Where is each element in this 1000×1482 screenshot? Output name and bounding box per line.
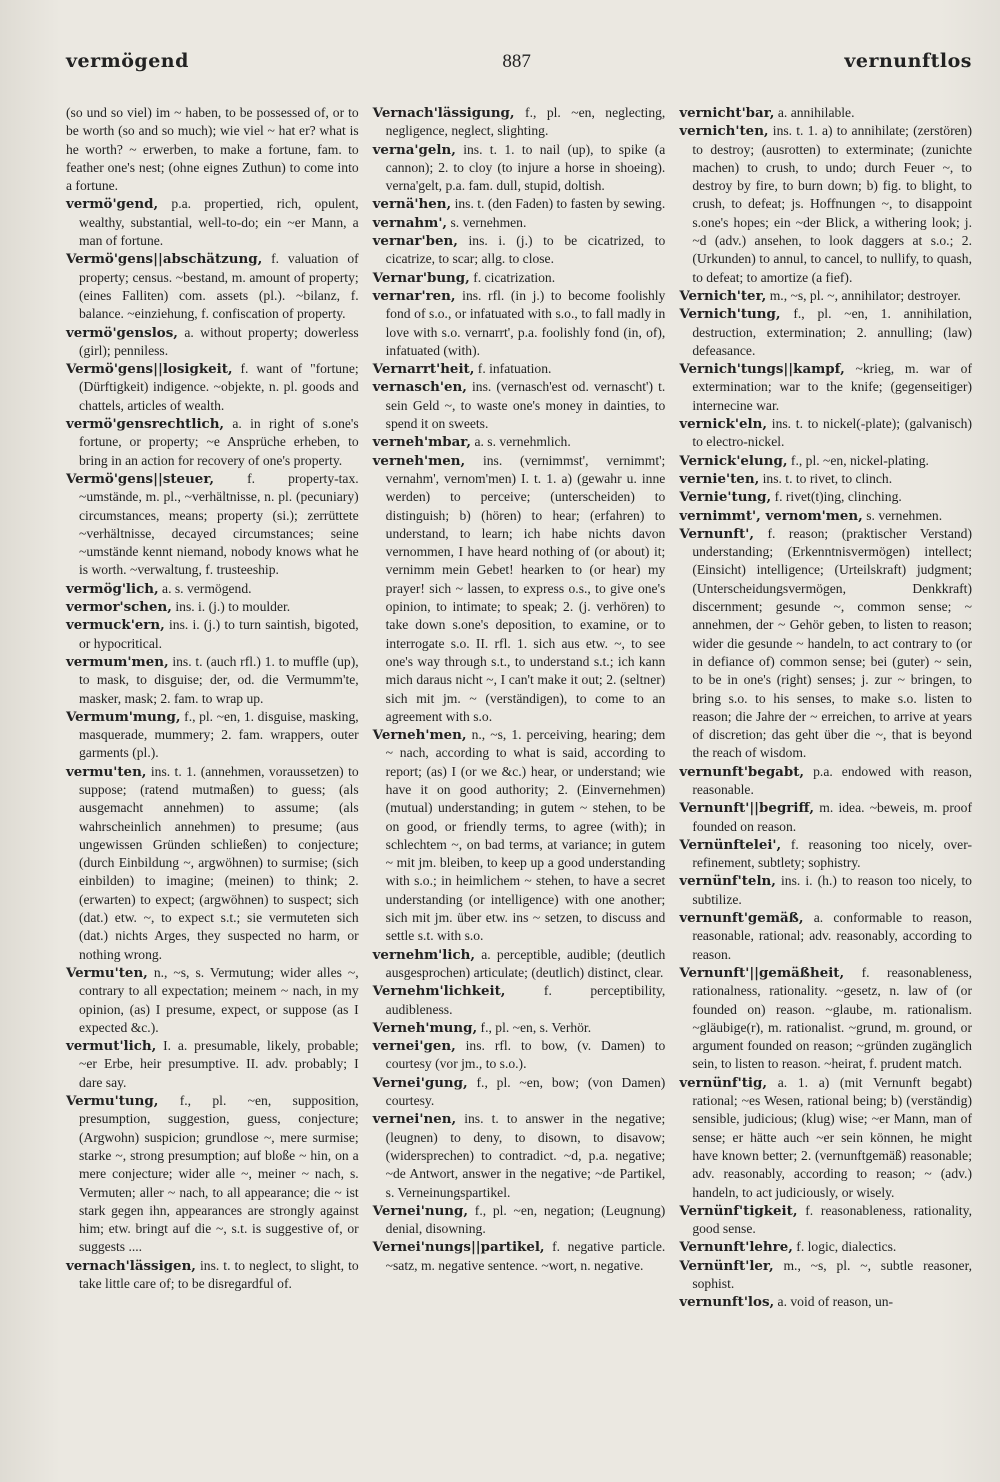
- entry-definition: ins. i. (j.) to turn saintish, bigoted, or hypocritical.: [79, 617, 359, 651]
- headword: vermum'men,: [66, 653, 169, 670]
- entry-definition: a. 1. a) (mit Vernunft begabt) rational; ~es Wesen, rational being; b) (verständig) sensible, judicious; (klug) wise; ~er Mann, man of sense; er hätte auch ~er sein können, he might have known better; 2. (vernunftgemäß) reasonable; adv. reasonably, according to reason; ~ (adv.) handeln, to act judiciously, or wisely.: [692, 1074, 972, 1200]
- dictionary-entry: [66, 1257, 359, 1294]
- headword: Vernick'elung,: [679, 452, 788, 469]
- dictionary-entry: [373, 1074, 666, 1111]
- headword: Vermum'mung,: [66, 708, 181, 725]
- headword: Vermö'gens||abschätzung,: [66, 251, 263, 268]
- page-header: [66, 50, 972, 92]
- entry-definition: ins. t. to nickel(-plate); (galvanisch) to electro-nickel.: [692, 416, 972, 450]
- headword: Vernich'ter,: [679, 287, 767, 304]
- dictionary-entry: [679, 799, 972, 836]
- dictionary-entry: [66, 708, 359, 763]
- headword: Vernunft'||gemäßheit,: [679, 964, 845, 981]
- dictionary-entry: [679, 507, 972, 525]
- entry-definition: (so und so viel) im ~ haben, to be possessed of, or to be worth (so and so much); wie viel ~ hat er? what is he worth? ~ erwerben, to make a fortune, fam. to feather one's nest; (ohne eignes Zuthun) to come into a fortune.: [66, 105, 359, 194]
- headword: Vernar'bung,: [372, 269, 470, 286]
- dictionary-entry: [679, 488, 972, 506]
- dictionary-entry: [373, 360, 666, 378]
- dictionary-entry: [66, 1037, 359, 1092]
- dictionary-entry: [679, 1074, 972, 1202]
- headword: vernasch'en,: [372, 379, 467, 396]
- dictionary-entry: [373, 452, 666, 726]
- dictionary-entry: [679, 836, 972, 873]
- headword: Vermu'tung,: [66, 1093, 159, 1110]
- entry-definition: ~krieg, m. war of extermination; war to the knife; (gegenseitiger) internecine war.: [692, 361, 972, 413]
- entry-definition: f. logic, dialectics.: [792, 1239, 897, 1255]
- entry-definition: n., ~s, s. Vermutung; wider alles ~, contrary to all expectation; meinem ~ nach, in my opinion, (as) I presume, expect, or suppose (as I expected &c.).: [79, 964, 359, 1035]
- column-middle: [373, 104, 666, 1312]
- dictionary-entry: [66, 653, 359, 708]
- headword: vermuck'ern,: [66, 617, 165, 634]
- column-left: [66, 104, 359, 1312]
- headword: vernie'ten,: [679, 470, 760, 487]
- headword: Vernünf'tigkeit,: [679, 1202, 798, 1219]
- headword: Vernei'gung,: [372, 1074, 468, 1091]
- dictionary-entry: [66, 104, 359, 195]
- headword: vernunft'begabt,: [679, 763, 805, 780]
- entry-definition: a. in right of s.one's fortune, or property; ~e Ansprüche erheben, to bring in an action for recovery of one's property.: [79, 416, 359, 468]
- dictionary-entry: [66, 616, 359, 653]
- entry-definition: f., pl. ~en, neglecting, negligence, neglect, slighting.: [385, 105, 666, 139]
- entry-definition: f., pl. ~en, s. Verhör.: [477, 1019, 592, 1035]
- dictionary-entry: [373, 104, 666, 141]
- entry-definition: s. vernehmen.: [862, 507, 943, 523]
- headword: Vernunft',: [679, 525, 754, 542]
- dictionary-entry: [679, 122, 972, 287]
- headword: Vernach'lässigung,: [372, 105, 515, 121]
- headword: vermu'ten,: [66, 763, 147, 780]
- headword: vernach'lässigen,: [66, 1257, 196, 1274]
- headword: Vernünft'ler,: [679, 1257, 774, 1274]
- entry-definition: f. reasoning too nicely, over-refinement, subtlety; sophistry.: [692, 836, 972, 871]
- dictionary-entry: [679, 287, 972, 305]
- headword: Vernich'tung,: [679, 306, 781, 323]
- entry-definition: ins. rfl. to bow, (v. Damen) to courtesy (vor jm., to s.o.).: [385, 1038, 666, 1072]
- entry-definition: f. valuation of property; census. ~bestand, m. amount of property; (eines Falliten) com. assets (pl.). ~bilanz, f. balance. ~einziehung, f. confiscation of property.: [79, 251, 359, 322]
- headword: vernünf'tig,: [679, 1074, 768, 1091]
- entry-definition: f., pl. ~en, 1. annihilation, destruction, extermination; 2. annulling; (law) defeasance.: [692, 306, 972, 358]
- headword: Vernarrt'heit,: [372, 361, 475, 378]
- headword: Vernehm'lichkeit,: [372, 983, 506, 1000]
- dictionary-entry: [373, 1019, 666, 1037]
- headword: vernunft'gemäß,: [679, 910, 804, 927]
- entry-definition: a. s. vermögend.: [158, 580, 252, 596]
- dictionary-entry: [66, 360, 359, 415]
- headword: vermög'lich,: [66, 580, 159, 597]
- headword: vermö'gensrechtlich,: [66, 416, 225, 433]
- dictionary-entry: [66, 1092, 359, 1257]
- entry-definition: f. rivet(t)ing, clinching.: [771, 489, 902, 505]
- headword: vernei'nen,: [372, 1111, 457, 1128]
- headword: vernünf'teln,: [679, 873, 776, 890]
- entry-definition: m., ~s, pl. ~, annihilator; destroyer.: [766, 287, 961, 303]
- entry-definition: f. perceptibility, audibleness.: [385, 983, 666, 1017]
- dictionary-entry: [66, 964, 359, 1037]
- entry-definition: f., pl. ~en, supposition, presumption, suggestion, guess, conjecture; (Argwohn) suspicion; grundlose ~, mere surmise; starke ~, strong presumption; auf bloße ~ hin, on a mere conjecture; wider alle ~, meiner ~ nach, s. Vermuten; aller ~ nach, to all appearance; die ~ ist stark gegen ihn, appearances are strongly against him; etw. bringt auf die ~, s.t. is suggestive of, or suggests ....: [79, 1093, 359, 1255]
- entry-definition: f. negative particle. ~satz, m. negative sentence. ~wort, n. negative.: [385, 1239, 666, 1273]
- entry-definition: a. s. vernehmlich.: [471, 434, 571, 450]
- headword: vermor'schen,: [66, 599, 172, 616]
- dictionary-entry: [66, 415, 359, 470]
- dictionary-entry: [373, 214, 666, 232]
- dictionary-entry: [373, 269, 666, 287]
- dictionary-entry: [66, 250, 359, 323]
- entry-definition: ins. t. to answer in the negative; (leugnen) to deny, to disown, to disavow; (widersprechen) to contradict. ~d, p.a. negative; ~de Antwort, answer in the negative; ~de Partikel, s. Verneinungspartikel.: [385, 1111, 666, 1200]
- entry-definition: ins. t. to rivet, to clinch.: [759, 470, 893, 486]
- entry-columns: [66, 104, 972, 1312]
- entry-definition: f. property-tax. ~umstände, m. pl., ~verhältnisse, n. pl. (pecuniary) circumstances, means; property (si.); zerrüttete ~verhältnisse, decayed circumstances; seine ~umstände kennt niemand, nobody knows what he is worth. ~verwaltung, f. trusteeship.: [79, 470, 359, 578]
- entry-definition: m., ~s, pl. ~, subtle reasoner, sophist.: [692, 1257, 972, 1291]
- headword: Vernunft'lehre,: [679, 1239, 793, 1256]
- headword: vernei'gen,: [372, 1038, 456, 1055]
- dictionary-entry: [679, 360, 972, 415]
- entry-definition: a. perceptible, audible; (deutlich ausgesprochen) articulate; (deutlich) distinct, clear.: [385, 946, 666, 980]
- headword: Vermu'ten,: [66, 964, 148, 981]
- entry-definition: a. conformable to reason, reasonable, rational; adv. reasonably, according to reason.: [692, 910, 972, 962]
- entry-definition: f. reason; (praktischer Verstand) understanding; (Erkenntnisvermögen) intellect; (Einsicht) intelligence; (Urteilskraft) judgment; (Unterscheidungsvermögen, Denkkraft) discernment; gesunde ~, common sense; ~ annehmen, der ~ Gehör geben, to listen to reason; wider die gesunde ~ handeln, to act contrary to (or in defiance of) common sense; bei (guter) ~ sein, to be in one's (right) senses; j. zur ~ bringen, to bring s.o. to his senses, to make s.o. listen to reason; die Jahre der ~ erreichen, to arrive at years of discretion; das geht über die ~, that is beyond the reach of wisdom.: [692, 525, 972, 761]
- entry-definition: ins. i. (h.) to reason too nicely, to subtilize.: [692, 873, 972, 907]
- entry-definition: f., pl. ~en, 1. disguise, masking, masquerade, mummery; 2. fam. wrappers, outer garments (pl.).: [79, 708, 359, 761]
- dictionary-entry: [373, 1037, 666, 1074]
- headword: Vernunft'||begriff,: [679, 800, 815, 817]
- entry-definition: f. reasonableness, rationality, good sense.: [692, 1202, 972, 1237]
- entry-definition: a. void of reason, un-: [774, 1294, 894, 1310]
- dictionary-entry: [66, 470, 359, 580]
- entry-definition: f. cicatrization.: [469, 269, 556, 285]
- dictionary-entry: [679, 964, 972, 1074]
- dictionary-entry: [66, 195, 359, 250]
- dictionary-entry: [66, 580, 359, 598]
- entry-definition: ins. t. (den Faden) to fasten by sewing.: [451, 196, 666, 212]
- entry-definition: ins. t. 1. a) to annihilate; (zerstören) to destroy; (ausrotten) to exterminate; (zunichte machen) to crush, to undo; durch Feuer ~, to destroy by fire, to burn down; b) fig. to blight, to crush, to defeat; js. Hoffnungen ~, to disappoint s.one's hopes; ein ~der Blick, a withering look; j. ~d (adv.) ansehen, to look daggers at s.o.; 2. (Urkunden) to annul, to cancel, to nullify, to quash, to defeat; to amortize (a fief).: [692, 123, 972, 285]
- dictionary-entry: [373, 726, 666, 946]
- entry-definition: ins. i. (j.) to moulder.: [171, 599, 291, 615]
- dictionary-entry: [66, 598, 359, 616]
- dictionary-entry: [679, 763, 972, 800]
- headword: vernahm',: [372, 214, 448, 231]
- dictionary-entry: [373, 1238, 666, 1275]
- page-number: 887: [502, 51, 531, 72]
- headword: Vernei'nung,: [372, 1202, 469, 1219]
- entry-definition: f., pl. ~en, negation; (Leugnung) denial, disowning.: [385, 1202, 666, 1237]
- running-head-right: vernunftlos: [844, 50, 972, 72]
- entry-definition: ins. (vernimmst', vernimmt'; vernahm', vernom'men) I. t. 1. a) (gewahr u. inne werden) to perceive; (unterscheiden) to distinguish; b) (hören) to hear; (erfahren) to understand, to learn; ich habe nichts davon vernommen, I have heard nothing of (or about) it; vernimm mein Gebet! hearken to (or hear) my prayer! sich ~ lassen, to express o.s., to give one's opinion, to intimate; to speak; 2. (j. verhören) to take down s.one's deposition, to examine, or to interrogate s.o. II. rfl. 1. sich aus etw. ~, to see one's way through s.t., to understand s.t.; ich kann mich daraus nicht ~, I can't make it out; 2. (seltner) sich mit jm. ~ (verständigen), to come to an agreement with s.o.: [385, 452, 666, 724]
- entry-definition: n., ~s, 1. perceiving, hearing; dem ~ nach, according to what is said, according to report; (as) I (or we &c.) hear, or understand; wie have it on good authority; 2. (Einvernehmen) (mutual) understanding; in gutem ~ stehen, to be on good, or friendly terms, to agree (with); in schlechtem ~, on bad terms, at variance; in gutem ~ mit jm. bleiben, to keep up a good understanding with s.o.; in heimlichem ~ stehen, to have a secret understanding (or intelligence) with one another; sich mit jm. über etw. ins ~ setzen, to discuss and settle s.t. with s.o.: [385, 727, 666, 944]
- dictionary-entry: [679, 1238, 972, 1256]
- headword: vernar'ren,: [372, 287, 456, 304]
- dictionary-entry: [679, 415, 972, 452]
- headword: vernehm'lich,: [372, 946, 475, 963]
- dictionary-entry: [373, 195, 666, 213]
- headword: Verneh'mung,: [372, 1019, 478, 1036]
- dictionary-entry: [373, 946, 666, 983]
- dictionary-entry: [679, 525, 972, 763]
- entry-definition: f., pl. ~en, nickel-plating.: [787, 452, 929, 468]
- headword: vernich'ten,: [679, 123, 769, 140]
- column-right: [679, 104, 972, 1312]
- entry-definition: ins. t. to neglect, to slight, to take little care of; to be disregardful of.: [79, 1257, 359, 1291]
- headword: vermö'gend,: [66, 196, 159, 213]
- dictionary-entry: [373, 433, 666, 451]
- headword: Vernie'tung,: [679, 489, 772, 506]
- entry-definition: ins. t. 1. to nail (up), to spike (a cannon); 2. to cloy (to injure a horse in shoeing). verna'gelt, p.a. fam. dull, stupid, doltish.: [385, 141, 666, 194]
- headword: vermut'lich,: [66, 1038, 157, 1055]
- entry-definition: f. want of "fortune; (Dürftigkeit) indigence. ~objekte, n. pl. goods and chattels, articles of wealth.: [79, 361, 359, 413]
- headword: verna'geln,: [372, 141, 456, 158]
- dictionary-entry: [679, 452, 972, 470]
- headword: Vermö'gens||losigkeit,: [66, 361, 233, 378]
- headword: vernä'hen,: [372, 196, 452, 213]
- headword: vernicht'bar,: [679, 105, 775, 121]
- dictionary-entry: [373, 141, 666, 196]
- headword: Vermö'gens||steuer,: [66, 470, 215, 487]
- headword: vernunft'los,: [679, 1294, 775, 1311]
- headword: vernimmt', vernom'men,: [679, 507, 863, 524]
- dictionary-entry: [373, 232, 666, 269]
- headword: Vernich'tungs||kampf,: [679, 361, 845, 378]
- entry-definition: ins. t. (auch rfl.) 1. to muffle (up), to mask, to disguise; der, od. die Vermumm'te, masker, mask; 2. fam. to wrap up.: [79, 653, 359, 706]
- entry-definition: m. idea. ~beweis, m. proof founded on reason.: [692, 800, 972, 834]
- dictionary-entry: [679, 305, 972, 360]
- entry-definition: f. infatuation.: [474, 361, 552, 377]
- dictionary-entry: [66, 763, 359, 964]
- entry-definition: a. without property; dowerless (girl); penniless.: [79, 324, 359, 358]
- headword: Vernei'nungs||partikel,: [372, 1239, 545, 1256]
- dictionary-entry: [373, 1110, 666, 1201]
- entry-definition: ins. (vernasch'est od. vernascht') t. sein Geld ~, to waste one's money in dainties, to spend it on sweets.: [385, 379, 666, 432]
- dictionary-entry: [373, 982, 666, 1019]
- entry-definition: I. a. presumable, likely, probable; ~er Erbe, heir presumptive. II. adv. probably; I dare say.: [79, 1038, 359, 1090]
- dictionary-entry: [679, 1293, 972, 1311]
- headword: Vernünftelei',: [679, 836, 782, 853]
- dictionary-entry: [373, 1202, 666, 1239]
- dictionary-entry: [373, 378, 666, 433]
- entry-definition: p.a. propertied, rich, opulent, wealthy, substantial, well-to-do; ein ~er Mann, a man of fortune.: [79, 196, 359, 249]
- dictionary-entry: [679, 104, 972, 122]
- entry-definition: ins. rfl. (in j.) to become foolishly fond of s.o., or infatuated with s.o., to fall madly in love with s.o. vernarrt', p.a. foolishly fond (in, of), infatuated (with).: [385, 287, 666, 358]
- entry-definition: f. reasonableness, rationalness, rationality. ~gesetz, n. law of (or founded on) reason. ~glaube, m. rationalism. ~gläubige(r), m. rationalist. ~grund, m. ground, or argument founded on reason; ~gründen zugänglich sein, to listen to reason. ~heirat, f. prudent match.: [692, 964, 972, 1072]
- running-head-left: vermögend: [66, 50, 189, 72]
- dictionary-entry: [66, 324, 359, 361]
- dictionary-entry: [679, 1257, 972, 1294]
- dictionary-entry: [679, 1202, 972, 1239]
- headword: vermö'genslos,: [66, 324, 178, 341]
- headword: verneh'mbar,: [372, 434, 472, 451]
- entry-definition: ins. i. (j.) to be cicatrized, to cicatrize, to scar; allg. to close.: [385, 233, 666, 267]
- entry-definition: s. vernehmen.: [447, 214, 527, 230]
- headword: verneh'men,: [372, 452, 466, 469]
- dictionary-entry: [679, 470, 972, 488]
- dictionary-entry: [373, 287, 666, 360]
- entry-definition: f., pl. ~en, bow; (von Damen) courtesy.: [385, 1074, 666, 1109]
- dictionary-entry: [679, 909, 972, 964]
- entry-definition: p.a. endowed with reason, reasonable.: [692, 763, 972, 797]
- headword: vernick'eln,: [679, 416, 768, 433]
- entry-definition: ins. t. 1. (annehmen, voraussetzen) to suppose; (ratend mutmaßen) to guess; (als ausgemacht annehmen) to assume; (als wahrscheinlich annehmen) to presume; (aus ungewissen Gründen schließen) to conjecture; (durch Einbildung ~, argwöhnen) to surmise; (sich einbilden) to imagine; (meinen) to think; 2. (erwarten) to expect; (argwöhnen) to suspect; sich (dat.) etw. ~, to expect s.t.; sie vermuteten sich (dat.) nichts Arges, they suspected no harm, or nothing wrong.: [79, 763, 359, 962]
- headword: vernar'ben,: [372, 233, 458, 250]
- dictionary-entry: [679, 872, 972, 909]
- headword: Verneh'men,: [372, 727, 467, 744]
- entry-definition: a. annihilable.: [774, 105, 855, 120]
